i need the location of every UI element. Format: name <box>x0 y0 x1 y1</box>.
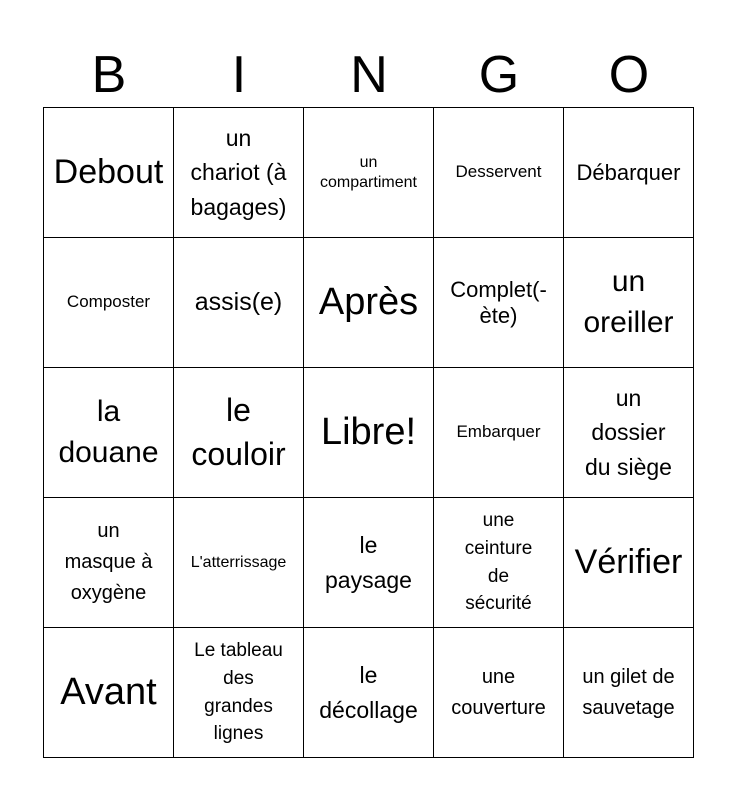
bingo-cell-r5c4[interactable] <box>434 628 564 758</box>
bingo-cell-r2c3[interactable] <box>304 238 434 368</box>
bingo-cell-r1c3[interactable] <box>304 108 434 238</box>
cell-label: une ceinture de sécurité <box>464 510 533 615</box>
bingo-cell-r5c5[interactable] <box>564 628 694 758</box>
header-letter-o: O <box>608 46 650 104</box>
cell-label: une couverture <box>451 665 546 719</box>
cell-label: le couloir <box>191 392 286 472</box>
cell-label: Débarquer <box>576 159 681 185</box>
bingo-cell-r3c3[interactable] <box>304 368 434 498</box>
header-letter-n: N <box>350 46 388 104</box>
cell-label: Avant <box>60 670 157 713</box>
bingo-cell-r4c3[interactable] <box>304 498 434 628</box>
bingo-cell-r3c2[interactable] <box>174 368 304 498</box>
bingo-cell-r5c3[interactable] <box>304 628 434 758</box>
cell-label: Vérifier <box>574 542 683 581</box>
cell-label: Complet(- ète) <box>450 277 547 328</box>
cell-label: Embarquer <box>456 422 541 442</box>
bingo-cell-r4c4[interactable] <box>434 498 564 628</box>
bingo-cell-r4c5[interactable] <box>564 498 694 628</box>
bingo-cell-r4c1[interactable] <box>44 498 174 628</box>
cell-label: un masque à oxygène <box>64 520 153 604</box>
cell-label: un gilet de sauvetage <box>582 665 675 719</box>
cell-label: Desservent <box>455 162 542 182</box>
bingo-cell-r2c2[interactable] <box>174 238 304 368</box>
cell-label: Libre! <box>320 410 417 453</box>
bingo-cell-r2c1[interactable] <box>44 238 174 368</box>
bingo-cell-r5c2[interactable] <box>174 628 304 758</box>
bingo-cell-r1c2[interactable] <box>174 108 304 238</box>
header-letter-i: I <box>231 46 247 104</box>
bingo-cell-r3c4[interactable] <box>434 368 564 498</box>
bingo-cell-r1c4[interactable] <box>434 108 564 238</box>
cell-label: le paysage <box>325 532 412 593</box>
bingo-cell-r3c1[interactable] <box>44 368 174 498</box>
bingo-board <box>43 107 694 758</box>
cell-label: le décollage <box>319 662 418 723</box>
cell-label: un compartiment <box>320 154 417 191</box>
bingo-cell-r1c1[interactable] <box>44 108 174 238</box>
cell-label: Debout <box>53 152 164 191</box>
bingo-cell-r2c4[interactable] <box>434 238 564 368</box>
header-letter-g: G <box>478 46 520 104</box>
cell-label: Après <box>318 280 419 323</box>
bingo-cell-r2c5[interactable] <box>564 238 694 368</box>
bingo-header <box>44 44 694 106</box>
cell-label: Composter <box>66 292 151 312</box>
cell-label: un oreiller <box>583 265 674 339</box>
cell-label: assis(e) <box>194 288 283 317</box>
bingo-cell-r3c5[interactable] <box>564 368 694 498</box>
header-letter-b: B <box>91 46 127 104</box>
bingo-cell-r4c2[interactable] <box>174 498 304 628</box>
bingo-cell-r1c5[interactable] <box>564 108 694 238</box>
cell-label: Le tableau des grandes lignes <box>194 640 283 745</box>
bingo-cell-r5c1[interactable] <box>44 628 174 758</box>
cell-label: la douane <box>58 395 159 469</box>
cell-label: L'atterrissage <box>190 553 287 571</box>
cell-label: un dossier du siège <box>585 384 672 480</box>
cell-label: un chariot (à bagages) <box>190 124 287 220</box>
